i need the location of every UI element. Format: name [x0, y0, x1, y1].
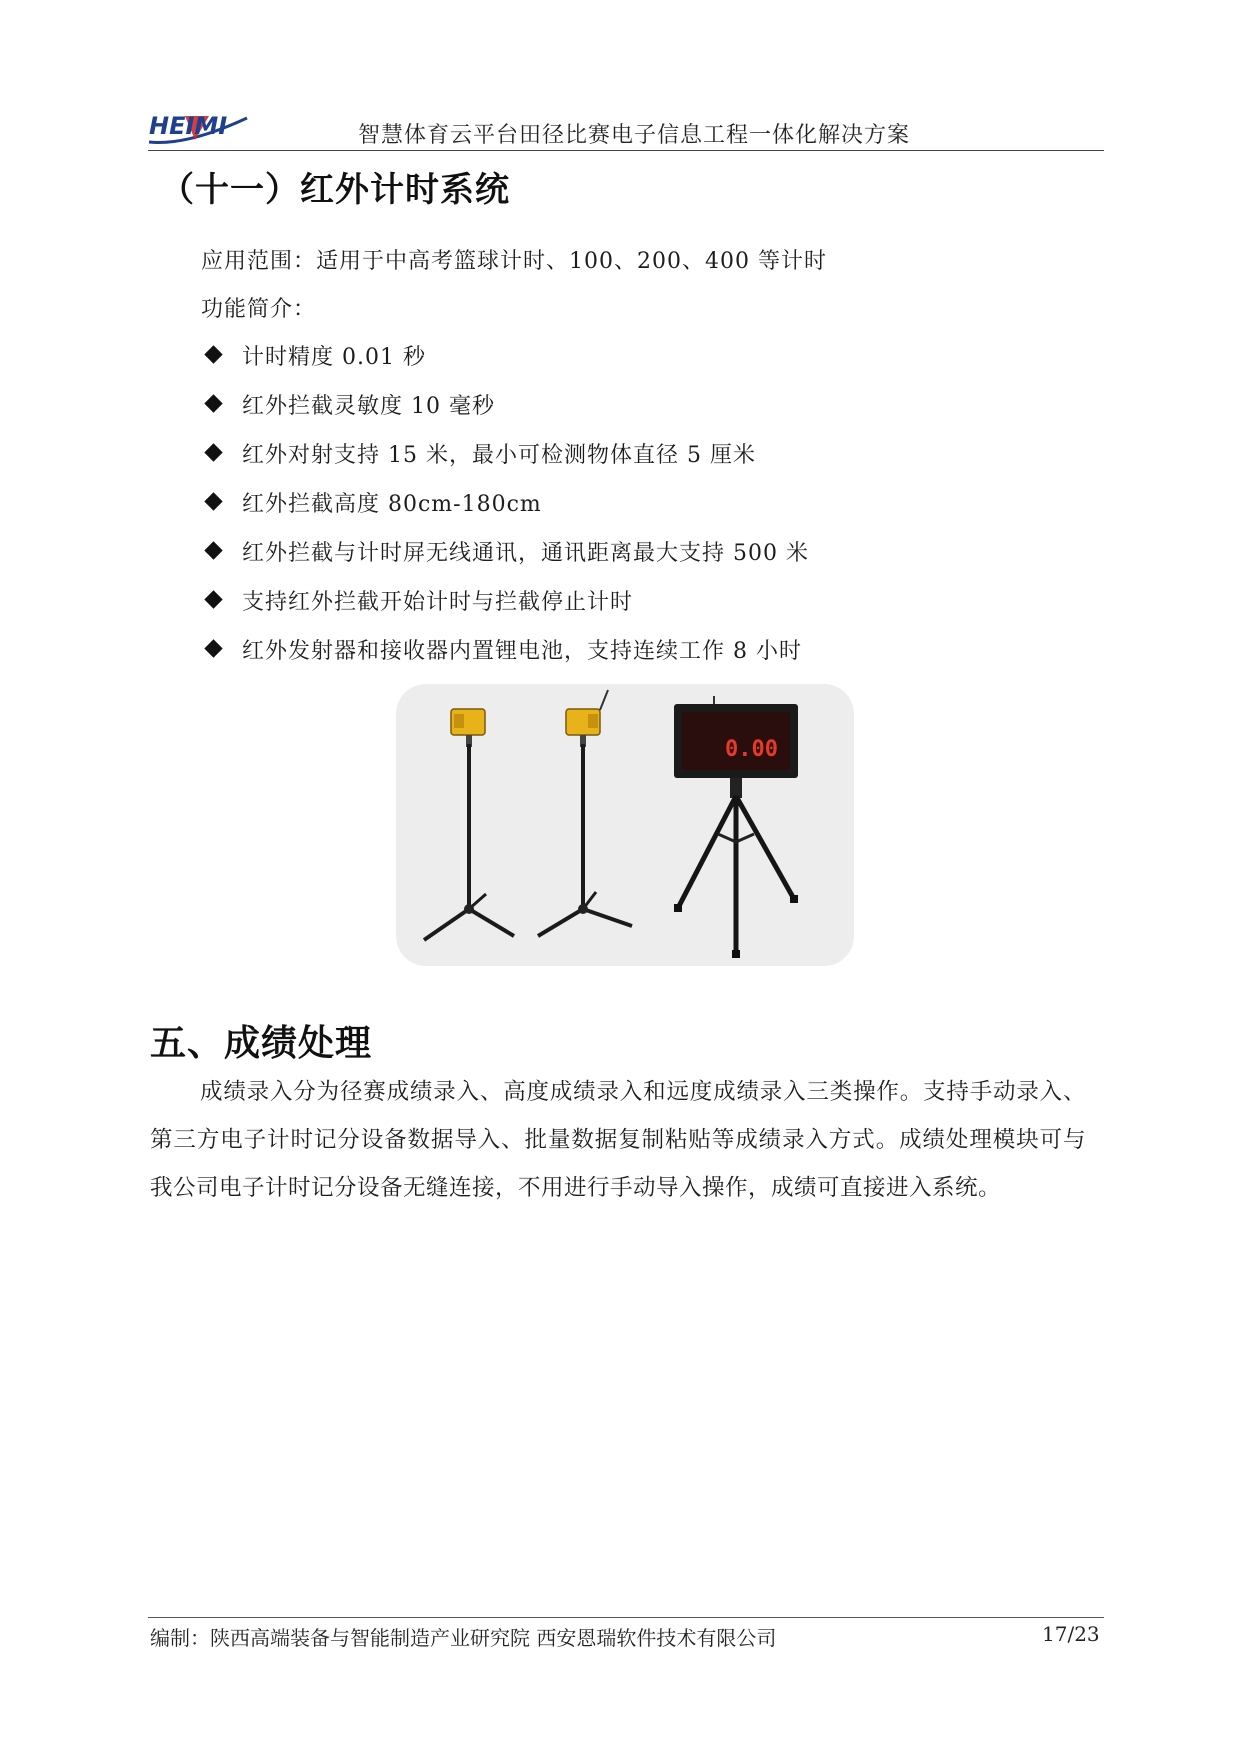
feature-item: [200, 389, 809, 438]
infrared-receiver-stand: [538, 690, 632, 936]
feature-item: [200, 634, 809, 683]
feature-item: [200, 340, 809, 389]
diamond-bullet-icon: [204, 345, 222, 363]
diamond-bullet-icon: [204, 590, 222, 608]
feature-text: 红外拦截灵敏度 10 毫秒: [242, 394, 495, 419]
feature-item: [200, 585, 809, 634]
chapter-title: 五、成绩处理: [150, 1023, 373, 1064]
feature-list: [200, 340, 809, 683]
heimi-logo: [147, 112, 251, 146]
infrared-timing-equipment-photo: [396, 684, 854, 966]
footer-organization: 编制：陕西高端装备与智能制造产业研究院 西安恩瑞软件技术有限公司: [150, 1626, 777, 1650]
section-title: （十一）红外计时系统: [160, 170, 510, 210]
document-header-title: 智慧体育云平台田径比赛电子信息工程一体化解决方案: [358, 123, 911, 148]
feature-text: 红外拦截高度 80cm-180cm: [242, 492, 542, 517]
infrared-emitter-stand: [424, 709, 514, 940]
timing-display-reading: 0.00: [725, 737, 778, 762]
feature-item: [200, 536, 809, 585]
application-scope: 应用范围：适用于中高考篮球计时、100、200、400 等计时: [201, 249, 827, 274]
timing-display-tripod: [674, 696, 798, 958]
feature-text: 支持红外拦截开始计时与拦截停止计时: [242, 590, 634, 615]
feature-text: 红外发射器和接收器内置锂电池，支持连续工作 8 小时: [242, 639, 802, 664]
diamond-bullet-icon: [204, 541, 222, 559]
equipment-illustration: [396, 684, 854, 966]
feature-text: 红外拦截与计时屏无线通讯，通讯距离最大支持 500 米: [242, 541, 809, 566]
diamond-bullet-icon: [204, 394, 222, 412]
feature-text: 红外对射支持 15 米，最小可检测物体直径 5 厘米: [242, 443, 756, 468]
feature-item: [200, 438, 809, 487]
footer-divider: [148, 1617, 1104, 1618]
diamond-bullet-icon: [204, 639, 222, 657]
header-divider: [148, 150, 1104, 151]
chapter-body-paragraph: 成绩录入分为径赛成绩录入、高度成绩录入和远度成绩录入三类操作。支持手动录入、第三方电子计时记分设备数据导入、批量数据复制粘贴等成绩录入方式。成绩处理模块可与我公司电子计时记分设备无缝连接，不用进行手动导入操作，成绩可直接进入系统。: [150, 1079, 1086, 1201]
feature-text: 计时精度 0.01 秒: [242, 345, 426, 370]
diamond-bullet-icon: [204, 492, 222, 510]
features-label: 功能简介：: [201, 297, 317, 322]
page-number: 17/23: [1042, 1622, 1100, 1646]
svg-text:HEIMI: HEIMI: [149, 112, 228, 140]
diamond-bullet-icon: [204, 443, 222, 461]
feature-item: [200, 487, 809, 536]
